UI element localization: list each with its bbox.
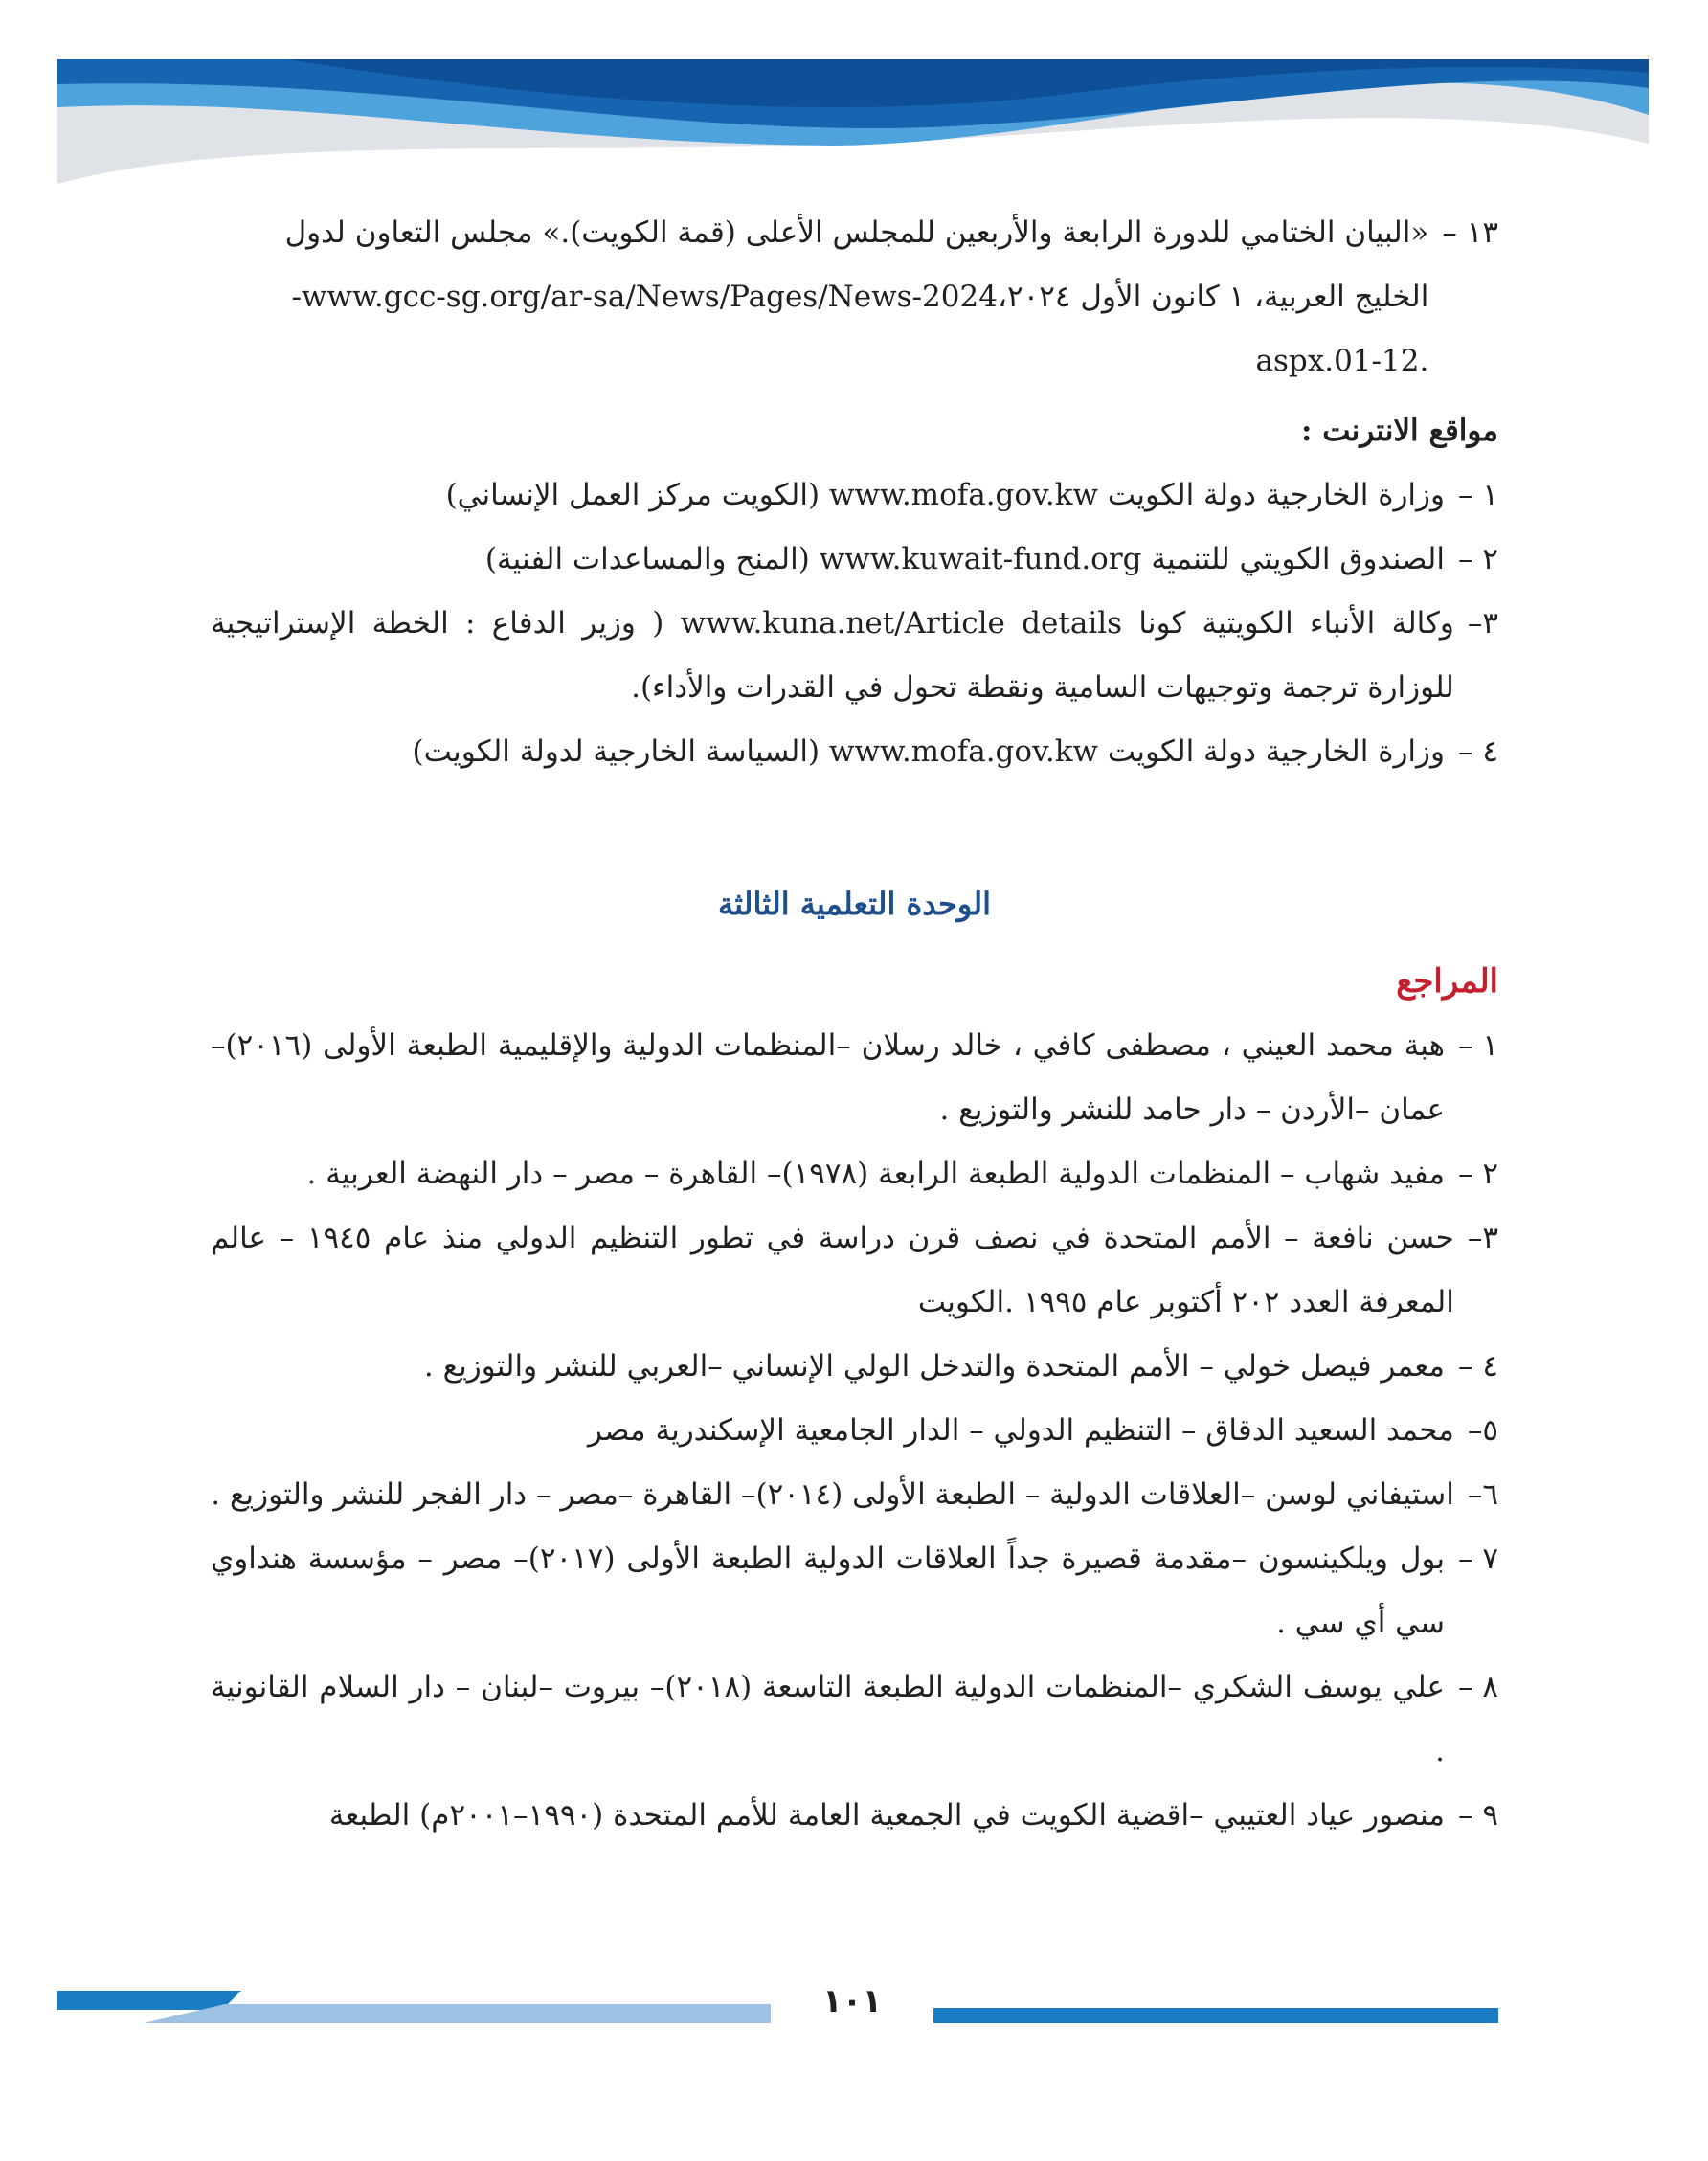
reference-text: هبة محمد العيني ، مصطفى كافي ، خالد رسلان –المنظمات الدولية والإقليمية الطبعة الأولى (٢٠١٦)– عمان –الأردن – دار حامد للنشر والتوزيع .: [211, 1028, 1445, 1127]
reference-number: ٧ –: [1457, 1542, 1498, 1576]
internet-sites-heading: مواقع الانترنت :: [1300, 414, 1498, 448]
reference-line: .aspx.01-12: [1255, 344, 1429, 378]
page-content: [211, 201, 1498, 1848]
reference-2: [211, 1142, 1498, 1206]
reference-line: الخليج العربية، ١ كانون الأول ٢٠٢٤،www.gcc-sg.org/ar-sa/News/Pages/News-2024-: [291, 280, 1429, 314]
references-title: المراجع: [1396, 962, 1498, 1001]
reference-number: ١ –: [1457, 1028, 1498, 1063]
item-number: ٣–: [1467, 606, 1498, 641]
reference-1: [211, 1014, 1498, 1142]
reference-number: ٨ –: [1457, 1670, 1498, 1704]
reference-6: [211, 1463, 1498, 1527]
reference-7: [211, 1527, 1498, 1655]
reference-text: حسن نافعة – الأمم المتحدة في نصف قرن دراسة في تطور التنظيم الدولي منذ عام ١٩٤٥ – عالم المعرفة العدد ٢٠٢ أكتوبر عام ١٩٩٥ .الكويت: [211, 1221, 1454, 1319]
reference-number: ٦–: [1467, 1477, 1498, 1512]
reference-9: [211, 1784, 1498, 1848]
reference-line: «البيان الختامي للدورة الرابعة والأربعين للمجلس الأعلى (قمة الكويت).» مجلس التعاون لدول: [284, 215, 1429, 250]
internet-item-3: [211, 592, 1498, 720]
reference-4: [211, 1335, 1498, 1399]
reference-number: ٥–: [1467, 1413, 1498, 1448]
reference-text: استيفاني لوسن –العلاقات الدولية – الطبعة الأولى (٢٠١٤)– القاهرة –مصر – دار الفجر للنشر والتوزيع .: [211, 1477, 1454, 1512]
reference-number: ٩ –: [1457, 1798, 1498, 1833]
reference-text: علي يوسف الشكري –المنظمات الدولية الطبعة التاسعة (٢٠١٨)– بيروت –لبنان – دار السلام القانونية .: [211, 1670, 1445, 1768]
reference-text: منصور عياد العتيبي –اقضية الكويت في الجمعية العامة للأمم المتحدة (١٩٩٠–٢٠٠١م) الطبعة: [328, 1798, 1445, 1833]
reference-3: [211, 1206, 1498, 1335]
reference-text: معمر فيصل خولي – الأمم المتحدة والتدخل الولي الإنساني –العربي للنشر والتوزيع .: [423, 1349, 1445, 1384]
reference-number: ١٣ –: [1442, 215, 1498, 250]
reference-8: [211, 1655, 1498, 1784]
header-wave-decoration: [0, 0, 1708, 191]
footer-left-bar: [144, 2004, 771, 2023]
reference-number: ٣–: [1467, 1221, 1498, 1255]
item-text: وزارة الخارجية دولة الكويت www.mofa.gov.kw (الكويت مركز العمل الإنساني): [445, 478, 1445, 512]
item-number: ٢ –: [1457, 542, 1498, 576]
internet-item-1: [211, 463, 1498, 528]
prev-reference-13: [211, 201, 1498, 394]
internet-item-2: [211, 528, 1498, 592]
reference-5: [211, 1399, 1498, 1463]
footer-right-bar: [933, 2008, 1498, 2023]
unit-title: الوحدة التعلمية الثالثة: [717, 886, 992, 922]
item-number: ١ –: [1457, 478, 1498, 512]
item-text: وكالة الأنباء الكويتية كونا www.kuna.net/Article details ( وزير الدفاع : الخطة الإستراتيجية للوزارة ترجمة وتوجيهات السامية ونقطة تحول في القدرات والأداء).: [211, 606, 1454, 705]
reference-text: بول ويلكينسون –مقدمة قصيرة جداً العلاقات الدولية الطبعة الأولى (٢٠١٧)– مصر – مؤسسة هنداوي سي أي سي .: [211, 1542, 1445, 1640]
reference-number: ٢ –: [1457, 1157, 1498, 1191]
internet-item-4: [211, 720, 1498, 784]
item-text: وزارة الخارجية دولة الكويت www.mofa.gov.kw (السياسة الخارجية لدولة الكويت): [412, 734, 1445, 769]
reference-text: محمد السعيد الدقاق – التنظيم الدولي – الدار الجامعية الإسكندرية مصر: [588, 1413, 1454, 1448]
item-text: الصندوق الكويتي للتنمية www.kuwait-fund.org (المنح والمساعدات الفنية): [484, 542, 1445, 576]
item-number: ٤ –: [1457, 734, 1498, 769]
reference-number: ٤ –: [1457, 1349, 1498, 1384]
reference-text: مفيد شهاب – المنظمات الدولية الطبعة الرابعة (١٩٧٨)– القاهرة – مصر – دار النهضة العربية .: [306, 1157, 1445, 1191]
page-number: ١٠١: [821, 1982, 883, 2020]
